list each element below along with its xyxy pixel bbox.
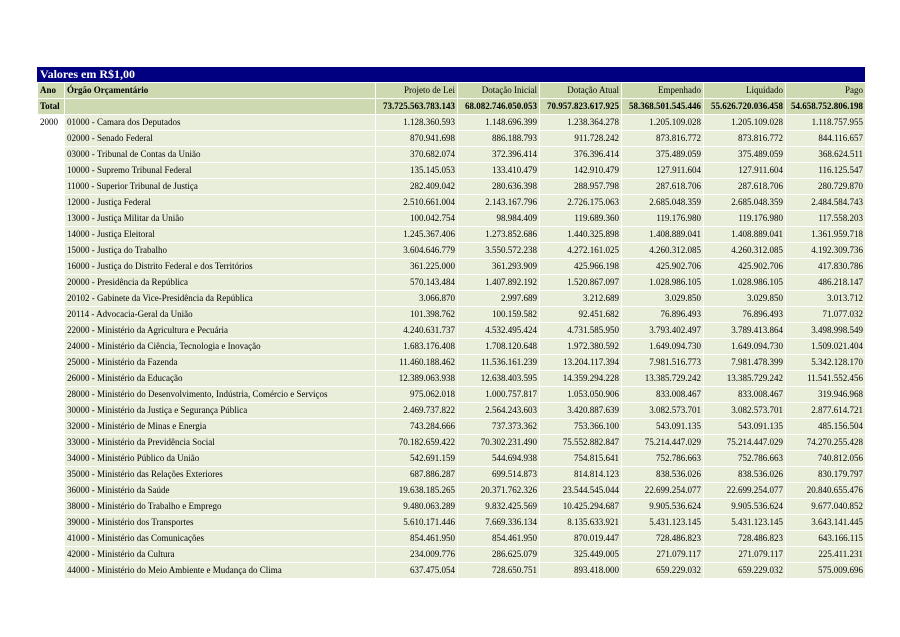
value-cell: 7.669.336.134 xyxy=(458,515,540,531)
value-cell: 12.638.403.595 xyxy=(458,371,540,387)
table-row xyxy=(38,467,866,483)
report-title: Valores em R$1,00 xyxy=(37,67,865,82)
value-cell: 12.389.063.938 xyxy=(376,371,458,387)
orgao-cell: 32000 - Ministério de Minas e Energia xyxy=(65,419,376,435)
value-cell: 886.188.793 xyxy=(458,131,540,147)
value-cell: 3.029.850 xyxy=(704,291,786,307)
value-cell: 1.440.325.898 xyxy=(540,227,622,243)
value-cell: 854.461.950 xyxy=(458,531,540,547)
value-cell: 4.532.495.424 xyxy=(458,323,540,339)
value-cell: 838.536.026 xyxy=(622,467,704,483)
value-cell: 74.270.255.428 xyxy=(786,435,866,451)
orgao-cell: 24000 - Ministério da Ciência, Tecnologia e Inovação xyxy=(65,339,376,355)
value-cell: 23.544.545.044 xyxy=(540,483,622,499)
table-row xyxy=(38,115,866,131)
col-header-orgao: Órgão Orçamentário xyxy=(65,83,376,99)
value-cell: 8.135.633.921 xyxy=(540,515,622,531)
value-cell: 1.028.986.105 xyxy=(704,275,786,291)
value-cell: 1.408.889.041 xyxy=(704,227,786,243)
value-cell: 659.229.032 xyxy=(704,563,786,579)
value-cell: 271.079.117 xyxy=(622,547,704,563)
value-cell: 100.159.582 xyxy=(458,307,540,323)
value-cell: 1.361.959.718 xyxy=(786,227,866,243)
value-cell: 92.451.682 xyxy=(540,307,622,323)
value-cell: 75.552.882.847 xyxy=(540,435,622,451)
value-cell: 485.156.504 xyxy=(786,419,866,435)
orgao-cell: 38000 - Ministério do Trabalho e Emprego xyxy=(65,499,376,515)
value-cell: 425.902.706 xyxy=(622,259,704,275)
value-cell: 1.972.380.592 xyxy=(540,339,622,355)
value-cell: 22.699.254.077 xyxy=(704,483,786,499)
value-cell: 3.604.646.779 xyxy=(376,243,458,259)
value-cell: 4.731.585.950 xyxy=(540,323,622,339)
value-cell: 2.484.584.743 xyxy=(786,195,866,211)
value-cell: 101.398.762 xyxy=(376,307,458,323)
col-header-dotacao-atual: Dotação Atual xyxy=(540,83,622,99)
table-row xyxy=(38,515,866,531)
value-cell: 2.564.243.603 xyxy=(458,403,540,419)
value-cell: 9.905.536.624 xyxy=(622,499,704,515)
value-cell: 372.396.414 xyxy=(458,147,540,163)
table-row xyxy=(38,403,866,419)
value-cell: 1.028.986.105 xyxy=(622,275,704,291)
table-row xyxy=(38,291,866,307)
table-row xyxy=(38,371,866,387)
value-cell: 728.650.751 xyxy=(458,563,540,579)
col-header-projeto: Projeto de Lei xyxy=(376,83,458,99)
value-cell: 7.981.516.773 xyxy=(622,355,704,371)
orgao-cell: 11000 - Superior Tribunal de Justiça xyxy=(65,179,376,195)
value-cell: 3.066.870 xyxy=(376,291,458,307)
table-row xyxy=(38,179,866,195)
value-cell: 1.205.109.028 xyxy=(704,115,786,131)
value-cell: 9.677.040.852 xyxy=(786,499,866,515)
header-row xyxy=(38,83,866,99)
value-cell: 2.685.048.359 xyxy=(704,195,786,211)
value-cell: 2.469.737.822 xyxy=(376,403,458,419)
total-empty xyxy=(65,99,376,115)
value-cell: 234.009.776 xyxy=(376,547,458,563)
value-cell: 1.000.757.817 xyxy=(458,387,540,403)
col-header-liquidado: Liquidado xyxy=(704,83,786,99)
table-row xyxy=(38,275,866,291)
orgao-cell: 03000 - Tribunal de Contas da União xyxy=(65,147,376,163)
value-cell: 98.984.409 xyxy=(458,211,540,227)
orgao-cell: 30000 - Ministério da Justiça e Segurança Pública xyxy=(65,403,376,419)
table-row xyxy=(38,355,866,371)
orgao-cell: 36000 - Ministério da Saúde xyxy=(65,483,376,499)
orgao-cell: 13000 - Justiça Militar da União xyxy=(65,211,376,227)
value-cell: 119.176.980 xyxy=(622,211,704,227)
orgao-cell: 41000 - Ministério das Comunicações xyxy=(65,531,376,547)
value-cell: 1.148.696.399 xyxy=(458,115,540,131)
value-cell: 2.726.175.063 xyxy=(540,195,622,211)
value-cell: 893.418.000 xyxy=(540,563,622,579)
value-cell: 3.550.572.238 xyxy=(458,243,540,259)
col-header-empenhado: Empenhado xyxy=(622,83,704,99)
value-cell: 225.411.231 xyxy=(786,547,866,563)
orgao-cell: 28000 - Ministério do Desenvolvimento, Indústria, Comércio e Serviços xyxy=(65,387,376,403)
orgao-cell: 12000 - Justiça Federal xyxy=(65,195,376,211)
value-cell: 687.886.287 xyxy=(376,467,458,483)
value-cell: 1.053.050.906 xyxy=(540,387,622,403)
value-cell: 3.029.850 xyxy=(622,291,704,307)
orgao-cell: 01000 - Camara dos Deputados xyxy=(65,115,376,131)
total-cell: 55.626.720.036.458 xyxy=(704,99,786,115)
value-cell: 854.461.950 xyxy=(376,531,458,547)
value-cell: 370.682.074 xyxy=(376,147,458,163)
value-cell: 1.649.094.730 xyxy=(622,339,704,355)
value-cell: 417.830.786 xyxy=(786,259,866,275)
total-cell: 73.725.563.783.143 xyxy=(376,99,458,115)
table-row xyxy=(38,211,866,227)
value-cell: 814.814.123 xyxy=(540,467,622,483)
value-cell: 288.957.798 xyxy=(540,179,622,195)
value-cell: 2.685.048.359 xyxy=(622,195,704,211)
value-cell: 486.218.147 xyxy=(786,275,866,291)
table-row xyxy=(38,435,866,451)
value-cell: 2.877.614.721 xyxy=(786,403,866,419)
value-cell: 22.699.254.077 xyxy=(622,483,704,499)
value-cell: 4.192.309.736 xyxy=(786,243,866,259)
value-cell: 2.510.661.004 xyxy=(376,195,458,211)
value-cell: 4.260.312.085 xyxy=(622,243,704,259)
table-row xyxy=(38,419,866,435)
value-cell: 119.689.360 xyxy=(540,211,622,227)
value-cell: 3.789.413.864 xyxy=(704,323,786,339)
year-cell: 2000 xyxy=(38,115,65,579)
value-cell: 1.407.892.192 xyxy=(458,275,540,291)
table-row xyxy=(38,243,866,259)
value-cell: 575.009.696 xyxy=(786,563,866,579)
orgao-cell: 35000 - Ministério das Relações Exteriores xyxy=(65,467,376,483)
value-cell: 14.359.294.228 xyxy=(540,371,622,387)
value-cell: 425.966.198 xyxy=(540,259,622,275)
total-cell: 70.957.823.617.925 xyxy=(540,99,622,115)
value-cell: 280.636.398 xyxy=(458,179,540,195)
value-cell: 361.225.000 xyxy=(376,259,458,275)
budget-report xyxy=(37,67,865,579)
value-cell: 13.204.117.394 xyxy=(540,355,622,371)
value-cell: 319.946.968 xyxy=(786,387,866,403)
table-row xyxy=(38,339,866,355)
total-cell: 58.368.501.545.446 xyxy=(622,99,704,115)
value-cell: 4.240.631.737 xyxy=(376,323,458,339)
orgao-cell: 02000 - Senado Federal xyxy=(65,131,376,147)
value-cell: 1.708.120.648 xyxy=(458,339,540,355)
value-cell: 361.293.909 xyxy=(458,259,540,275)
value-cell: 699.514.873 xyxy=(458,467,540,483)
value-cell: 70.182.659.422 xyxy=(376,435,458,451)
value-cell: 754.815.641 xyxy=(540,451,622,467)
value-cell: 873.816.772 xyxy=(622,131,704,147)
value-cell: 1.649.094.730 xyxy=(704,339,786,355)
orgao-cell: 16000 - Justiça do Distrito Federal e dos Territórios xyxy=(65,259,376,275)
value-cell: 70.302.231.490 xyxy=(458,435,540,451)
table-row xyxy=(38,163,866,179)
table-row xyxy=(38,227,866,243)
value-cell: 643.166.115 xyxy=(786,531,866,547)
orgao-cell: 33000 - Ministério da Previdência Social xyxy=(65,435,376,451)
orgao-cell: 20114 - Advocacia-Geral da União xyxy=(65,307,376,323)
value-cell: 570.143.484 xyxy=(376,275,458,291)
value-cell: 286.625.079 xyxy=(458,547,540,563)
value-cell: 911.728.242 xyxy=(540,131,622,147)
value-cell: 3.420.887.639 xyxy=(540,403,622,419)
value-cell: 3.793.402.497 xyxy=(622,323,704,339)
value-cell: 1.128.360.593 xyxy=(376,115,458,131)
value-cell: 20.371.762.326 xyxy=(458,483,540,499)
col-header-dotacao-inicial: Dotação Inicial xyxy=(458,83,540,99)
value-cell: 117.558.203 xyxy=(786,211,866,227)
value-cell: 753.366.100 xyxy=(540,419,622,435)
value-cell: 752.786.663 xyxy=(622,451,704,467)
orgao-cell: 10000 - Supremo Tribunal Federal xyxy=(65,163,376,179)
value-cell: 9.480.063.289 xyxy=(376,499,458,515)
orgao-cell: 15000 - Justiça do Trabalho xyxy=(65,243,376,259)
value-cell: 9.905.536.624 xyxy=(704,499,786,515)
orgao-cell: 22000 - Ministério da Agricultura e Pecuária xyxy=(65,323,376,339)
value-cell: 287.618.706 xyxy=(704,179,786,195)
table-row xyxy=(38,259,866,275)
orgao-cell: 20102 - Gabinete da Vice-Presidência da República xyxy=(65,291,376,307)
value-cell: 5.431.123.145 xyxy=(622,515,704,531)
value-cell: 4.272.161.025 xyxy=(540,243,622,259)
value-cell: 13.385.729.242 xyxy=(622,371,704,387)
table-row xyxy=(38,451,866,467)
value-cell: 135.145.053 xyxy=(376,163,458,179)
value-cell: 13.385.729.242 xyxy=(704,371,786,387)
value-cell: 1.520.867.097 xyxy=(540,275,622,291)
value-cell: 5.431.123.145 xyxy=(704,515,786,531)
value-cell: 376.396.414 xyxy=(540,147,622,163)
value-cell: 737.373.362 xyxy=(458,419,540,435)
orgao-cell: 34000 - Ministério Público da União xyxy=(65,451,376,467)
table-row xyxy=(38,547,866,563)
value-cell: 543.091.135 xyxy=(622,419,704,435)
value-cell: 10.425.294.687 xyxy=(540,499,622,515)
value-cell: 873.816.772 xyxy=(704,131,786,147)
value-cell: 280.729.870 xyxy=(786,179,866,195)
col-header-ano: Ano xyxy=(38,83,65,99)
value-cell: 1.273.852.686 xyxy=(458,227,540,243)
value-cell: 1.683.176.408 xyxy=(376,339,458,355)
value-cell: 740.812.056 xyxy=(786,451,866,467)
table-row xyxy=(38,307,866,323)
value-cell: 870.941.698 xyxy=(376,131,458,147)
value-cell: 3.643.141.445 xyxy=(786,515,866,531)
value-cell: 7.981.478.399 xyxy=(704,355,786,371)
value-cell: 5.342.128.170 xyxy=(786,355,866,371)
value-cell: 127.911.604 xyxy=(622,163,704,179)
orgao-cell: 26000 - Ministério da Educação xyxy=(65,371,376,387)
total-cell: 54.658.752.806.198 xyxy=(786,99,866,115)
value-cell: 1.205.109.028 xyxy=(622,115,704,131)
value-cell: 75.214.447.029 xyxy=(704,435,786,451)
value-cell: 728.486.823 xyxy=(704,531,786,547)
value-cell: 1.245.367.406 xyxy=(376,227,458,243)
value-cell: 75.214.447.029 xyxy=(622,435,704,451)
value-cell: 3.212.689 xyxy=(540,291,622,307)
value-cell: 2.143.167.796 xyxy=(458,195,540,211)
value-cell: 833.008.467 xyxy=(704,387,786,403)
table-row xyxy=(38,323,866,339)
table-row xyxy=(38,147,866,163)
col-header-pago: Pago xyxy=(786,83,866,99)
value-cell: 19.638.185.265 xyxy=(376,483,458,499)
value-cell: 844.116.657 xyxy=(786,131,866,147)
value-cell: 325.449.005 xyxy=(540,547,622,563)
value-cell: 76.896.493 xyxy=(704,307,786,323)
value-cell: 3.013.712 xyxy=(786,291,866,307)
table-row xyxy=(38,483,866,499)
orgao-cell: 42000 - Ministério da Cultura xyxy=(65,547,376,563)
orgao-cell: 39000 - Ministério dos Transportes xyxy=(65,515,376,531)
value-cell: 11.541.552.456 xyxy=(786,371,866,387)
value-cell: 116.125.547 xyxy=(786,163,866,179)
value-cell: 830.179.797 xyxy=(786,467,866,483)
orgao-cell: 14000 - Justiça Eleitoral xyxy=(65,227,376,243)
value-cell: 282.409.042 xyxy=(376,179,458,195)
value-cell: 3.498.998.549 xyxy=(786,323,866,339)
value-cell: 127.911.604 xyxy=(704,163,786,179)
value-cell: 637.475.054 xyxy=(376,563,458,579)
value-cell: 119.176.980 xyxy=(704,211,786,227)
value-cell: 975.062.018 xyxy=(376,387,458,403)
table-row xyxy=(38,563,866,579)
value-cell: 425.902.706 xyxy=(704,259,786,275)
value-cell: 11.460.188.462 xyxy=(376,355,458,371)
total-label: Total xyxy=(38,99,65,115)
value-cell: 833.008.467 xyxy=(622,387,704,403)
value-cell: 659.229.032 xyxy=(622,563,704,579)
value-cell: 3.082.573.701 xyxy=(704,403,786,419)
value-cell: 4.260.312.085 xyxy=(704,243,786,259)
value-cell: 1.509.021.404 xyxy=(786,339,866,355)
table-row xyxy=(38,531,866,547)
total-cell: 68.082.746.050.053 xyxy=(458,99,540,115)
value-cell: 142.910.479 xyxy=(540,163,622,179)
value-cell: 1.238.364.278 xyxy=(540,115,622,131)
value-cell: 133.410.479 xyxy=(458,163,540,179)
value-cell: 375.489.059 xyxy=(704,147,786,163)
value-cell: 76.896.493 xyxy=(622,307,704,323)
orgao-cell: 44000 - Ministério do Meio Ambiente e Mudança do Clima xyxy=(65,563,376,579)
value-cell: 287.618.706 xyxy=(622,179,704,195)
total-row xyxy=(38,99,866,115)
value-cell: 752.786.663 xyxy=(704,451,786,467)
orgao-cell: 25000 - Ministério da Fazenda xyxy=(65,355,376,371)
orgao-cell: 20000 - Presidência da República xyxy=(65,275,376,291)
value-cell: 100.042.754 xyxy=(376,211,458,227)
value-cell: 544.694.938 xyxy=(458,451,540,467)
value-cell: 9.832.425.569 xyxy=(458,499,540,515)
value-cell: 543.091.135 xyxy=(704,419,786,435)
table-row xyxy=(38,195,866,211)
value-cell: 2.997.689 xyxy=(458,291,540,307)
value-cell: 3.082.573.701 xyxy=(622,403,704,419)
value-cell: 1.408.889.041 xyxy=(622,227,704,243)
value-cell: 71.077.032 xyxy=(786,307,866,323)
value-cell: 11.536.161.239 xyxy=(458,355,540,371)
value-cell: 1.118.757.955 xyxy=(786,115,866,131)
table-row xyxy=(38,131,866,147)
table-row xyxy=(38,499,866,515)
value-cell: 838.536.026 xyxy=(704,467,786,483)
value-cell: 375.489.059 xyxy=(622,147,704,163)
value-cell: 5.610.171.446 xyxy=(376,515,458,531)
value-cell: 20.840.655.476 xyxy=(786,483,866,499)
value-cell: 743.284.666 xyxy=(376,419,458,435)
table-row xyxy=(38,387,866,403)
value-cell: 870.019.447 xyxy=(540,531,622,547)
value-cell: 542.691.159 xyxy=(376,451,458,467)
value-cell: 271.079.117 xyxy=(704,547,786,563)
value-cell: 368.624.511 xyxy=(786,147,866,163)
budget-table xyxy=(37,82,866,579)
value-cell: 728.486.823 xyxy=(622,531,704,547)
